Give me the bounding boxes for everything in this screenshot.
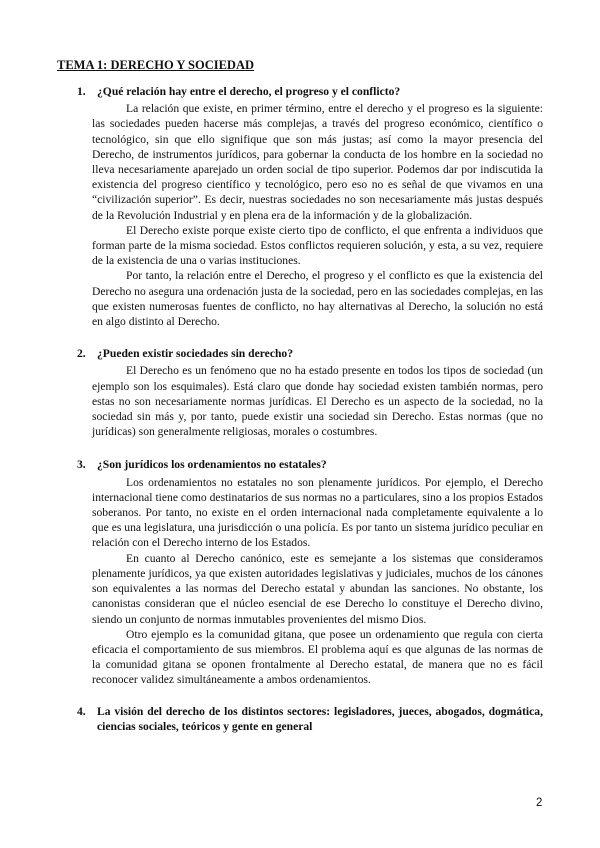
section-number: 4. xyxy=(77,704,86,718)
paragraph: El Derecho existe porque existe cierto tipo de conflicto, el que enfrenta a individuos que forman parte de la misma sociedad. Estos conflictos requieren solución, y esta, a su vez, requiere de la existencia de una o varias instituciones. xyxy=(92,223,543,268)
section-heading xyxy=(57,457,543,472)
section-heading xyxy=(57,346,543,361)
section-4 xyxy=(57,704,543,734)
paragraph: Otro ejemplo es la comunidad gitana, que posee un ordenamiento que regula con cierta eficacia el comportamiento de sus miembros. El problema aquí es que algunas de las normas de la comunidad gitana se oponen frontalmente al Derecho estatal, de manera que no es fácil reconocer validez simultáneamente a ambos ordenamientos. xyxy=(92,627,543,687)
section-body xyxy=(92,101,543,329)
section-number: 1. xyxy=(77,85,86,98)
document-title: TEMA 1: DERECHO Y SOCIEDAD xyxy=(57,58,255,72)
section-heading xyxy=(57,704,543,734)
section-number: 2. xyxy=(77,347,86,361)
section-2 xyxy=(57,346,543,439)
section-title: ¿Pueden existir sociedades sin derecho? xyxy=(97,347,294,361)
section-title: ¿Son jurídicos los ordenamientos no estatales? xyxy=(97,458,327,472)
section-body xyxy=(92,475,543,688)
section-title: La visión del derecho de los distintos sectores: legisladores, jueces, abogados, dogmática, ciencias sociales, teóricos y gente en general xyxy=(97,704,543,733)
document-content xyxy=(57,84,543,734)
paragraph: La relación que existe, en primer término, entre el derecho y el progreso es la siguiente: las sociedades pueden hacerse más complejas, a través del progreso económico, científico o tecnológico, sin que ello signifique que son más justas; así como la mayor presencia del Derecho, de instrumentos jurídicos, para gobernar la conducta de los hombre en la sociedad no lleva necesariamente aparejado un orden social de tipo superior. Podemos dar por indiscutida la existencia del progreso científico y tecnológico, pero eso no es señal de que vivamos en una “civilización superior”. Es decir, nuestras sociedades no son necesariamente más justas después de la Revolución Industrial y en plena era de la información y de la globalización. xyxy=(92,102,543,222)
spacer xyxy=(57,329,543,346)
section-1 xyxy=(57,84,543,329)
spacer xyxy=(57,688,543,704)
section-number: 3. xyxy=(77,458,86,472)
section-heading xyxy=(57,84,543,99)
paragraph: En cuanto al Derecho canónico, este es semejante a los sistemas que consideramos plenamente jurídicos, ya que existen autoridades legislativas y judiciales, muchos de los cánones son equivalentes a las normas del Derecho estatal y abundan las sanciones. No obstante, los canonistas consideran que el núcleo esencial de ese Derecho lo constituye el Derecho divino, siendo un conjunto de normas inmutables provenientes del mismo Dios. xyxy=(92,551,543,626)
paragraph: Los ordenamientos no estatales no son plenamente jurídicos. Por ejemplo, el Derecho internacional tiene como destinatarios de sus normas no a particulares, sino a los propios Estados soberanos. Por tanto, no existe en el orden internacional nada completamente equivalente a lo que es una legislatura, una jurisdicción o una policía. Es por tanto un sistema jurídico peculiar en relación con el Derecho interno de los Estados. xyxy=(92,475,543,550)
paragraph: Por tanto, la relación entre el Derecho, el progreso y el conflicto es que la existencia del Derecho no asegura una ordenación justa de la sociedad, pero en las sociedades complejas, en las que existen numerosas fuentes de conflicto, no hay alternativas al Derecho, la solución no está en algo distinto al Derecho. xyxy=(92,269,544,329)
paragraph: El Derecho es un fenómeno que no ha estado presente en todos los tipos de sociedad (un ejemplo son los esquimales). Está claro que donde hay sociedad existen también normas, pero estas no son necesariamente normas jurídicas. El Derecho es un aspecto de la sociedad, no la sociedad sin más y, por tanto, puede existir una sociedad sin Derecho. Estas normas (que no jurídicas) son generalmente religiosas, morales o costumbres. xyxy=(92,364,543,439)
section-3 xyxy=(57,457,543,687)
page-number: 2 xyxy=(536,797,543,809)
section-body xyxy=(92,363,543,439)
spacer xyxy=(57,439,543,457)
section-title: ¿Qué relación hay entre el derecho, el progreso y el conflicto? xyxy=(97,85,401,98)
